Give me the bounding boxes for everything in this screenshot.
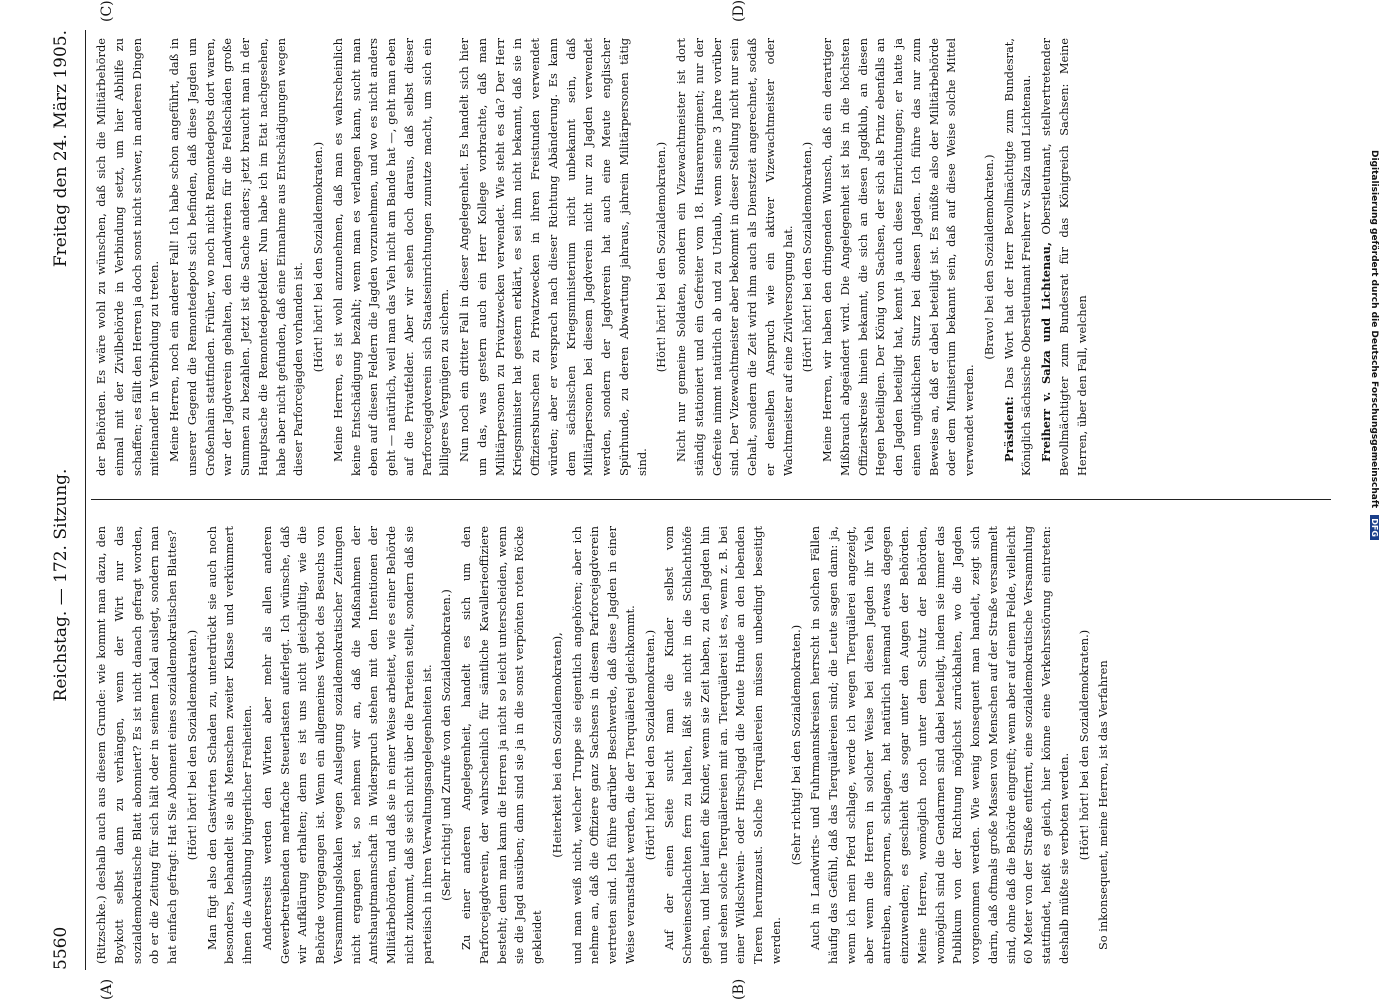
paragraph-text: und man weiß nicht, welcher Truppe sie eigentlich angehören; aber ich nehme an, daß die Offiziere ganz Sachsens in diesem Parforcejagdverein vertreten sind. Ich führe darüber Beschwerde, daß diese Jagden in einer Weise veranstaltet werden, die der Tierquälerei gleichkommt. (569, 526, 637, 964)
digitization-credit (1365, 150, 1379, 850)
interjection (310, 38, 328, 476)
page-header (41, 30, 81, 970)
right-text-column (93, 38, 1328, 476)
paragraph (1038, 38, 1091, 476)
page-number: 5560 (51, 926, 71, 970)
paragraph (1001, 38, 1037, 476)
paragraph-text: (Hört! hört! bei den Sozialdemokraten.) (654, 141, 669, 373)
paragraph-text: Nicht nur gemeine Soldaten, sondern ein Vizewachtmeister ist dort ständig stationiert und ein Gefreiter vom 18. Husarenregiment; nur der Gefreite nimmt natürlich ab und zu Urlaub, wenn seine 3 Jahre vorüber sind. Der Vizewachtmeister aber bekommt in dieser Stellung nicht nur sein Gehalt, sondern die Zeit wird ihm auch als Dienstzeit angerechnet, sodaß er denselben Anspruch wie ein aktiver Vizewachtmeister oder Wachtmeister auf eine Zivilversorgung hat. (674, 38, 795, 476)
paragraph-text: (Heiterkeit bei den Sozialdemokraten), (549, 632, 564, 858)
interjection (653, 38, 671, 476)
paragraph-text: (Hört! hört! bei den Sozialdemokraten.) (311, 141, 325, 373)
paragraph-text: Auf der einen Seite sucht man die Kinder selbst vom Schweineschlachten fern zu halten, läßt sie nicht in die Schlachthöfe gehen, und hier laufen die Kinder, wenn sie Zeit haben, zu den Jagden hin und sehen solche Tierquälereien mit an. Tierquälerei ist es, wenn z. B. bei einer Wildschwein- oder Hirschjagd die Meute Hunde an den lebenden Tieren herumzaust. Solche Tierquälereien müssen unbedingt beseitigt werden. (662, 526, 783, 964)
interjection (642, 526, 660, 964)
paragraph-text: Nun noch ein dritter Fall in dieser Angelegenheit. Es handelt sich hier um das, was gestern auch ein Herr Kollege vorbrachte, daß man Militärpersonen zu Privatzwecken verwendet. Wie steht es da? Der Herr Kriegsminister hat gestern erklärt, es sei ihm nicht bekannt, daß sie in Offiziersburschen zu Privatzwecken in ihren Freistunden verwendet würden; aber er versprach nach dieser Richtung Abänderung. Es kann dem sächsischen Kriegsministerium nicht unbekannt sein, daß Militärpersonen bei diesem Jagdverein nicht nur zu Jagden verwendet werden, sondern der Jagdverein hat auch eine Meute englischer Spürhunde, zu deren Abwartung jahraus, jahrein Militärpersonen tätig sind. (457, 38, 649, 476)
paragraph-text: Meine Herren, noch ein anderer Fall! Ich habe schon angeführt, daß in unserer Gegend die Remontedepots sich befinden, daß diese Jagden um Großenhain stattfinden. Früher, wo noch nicht Remontedepots dort waren, war der Jagdverein gehalten, den Landwirten für die Feldschäden große Summen zu bezahlen. Jetzt ist die Sache anders; jetzt braucht man in der Hauptsache die Remontedepotfelder. Nun habe ich im Etat nachgesehen, habe aber nicht gefunden, daß eine Einnahme aus Entschädigungen wegen dieser Parforcejagden vorhanden ist. (167, 38, 306, 476)
paragraph (93, 526, 182, 964)
interjection (1076, 526, 1094, 964)
digitization-credit-text: Digitalisierung gefördert durch die Deutsche Forschungsgemeinschaft (1369, 150, 1379, 509)
session-date: Freitag den 24. März 1905. (51, 30, 71, 268)
paragraph (673, 38, 797, 476)
paragraph (569, 526, 640, 964)
paragraph-text: Auch in Landwirts- und Fuhrmannskreisen herrscht in solchen Fällen häufig das Gefühl, daß das Tierquälereien sind; die Leute sagen dann: ja, wenn ich mein Pferd schlage, werde ich wegen Tierquälerei angezeigt, aber wenn die Herren in solcher Weise bei diesen Jagden ihr Vieh antreiben, anspornen, schlagen, hat natürlich niemand etwas dagegen einzuwenden; es geschieht das sogar unter den Augen der Behörden. Meine Herren, womöglich noch unter dem Schutz der Behörden, womöglich sind die Gendarmen sind dabei beteiligt, indem sie immer das Publikum von der Richtung möglichst zurückhalten, wo die Jagden vorgenommen werden. Wie wenig konsequent man handelt, zeigt sich darin, daß oftmals große Massen von Menschen auf der Straße versammelt sind, ohne daß die Behörde eingreift; wenn aber auf einem Felde, vielleicht 60 Meter von der Straße entfernt, eine sozialdemokratische Versammlung stattfindet, heißt es gleich, hier könne eine Verkehrsstörung eintreten: deshalb müßte sie verboten werden. (808, 526, 1071, 964)
paragraph (458, 526, 547, 964)
paragraph-text: Zu einer anderen Angelegenheit, handelt es sich um den Parforcejagdverein, der wahrscheinlich für sämtliche Kavallerieoffiziere besteht; denn man kann die Herren ja nicht so leicht unterscheiden, wenn sie die Jagd ausüben; dann sind sie ja in die sonst verpönten roten Röcke gekleidet (459, 526, 544, 964)
paragraph-text: Das Wort hat der Herr Bevollmächtigte zum Bundesrat, Königlich sächsische Oberstleutnant Freiherr v. Salza und Lichtenau. (1001, 38, 1034, 476)
paragraph-text: (Bravo! bei den Sozialdemokraten.) (981, 154, 996, 360)
paragraph (819, 38, 979, 476)
session-title: Reichstag. — 172. Sitzung. (51, 468, 71, 702)
paragraph (204, 526, 257, 964)
paragraph (259, 526, 437, 964)
margin-marker-c: (C) (99, 0, 115, 22)
paragraph-text: (Hört! hört! bei den Sozialdemokraten.) (800, 141, 815, 373)
paragraph-text: Oberstleutnant, stellvertretender Bevollmächtigter zum Bundesrat für das Königreich Sachsen: Meine Herren, über den Fall, welchen (1039, 38, 1089, 476)
paragraph-text: Meine Herren, es ist wohl anzunehmen, daß man es wahrscheinlich keine Entschädigung bezahlt; wenn man es verlangen kann, sucht man eben auf diesen Feldern die Jagden vorzunehmen, und wo es nicht anders geht — natürlich, weil man das Vieh nicht am Bande hat —, geht man eben auf die Privatfelder. Aber wir sehen doch daraus, daß selbst dieser Parforcejagdverein sich Staatseinrichtungen zunutze macht, um sich ein billigeres Vergnügen zu sichern. (330, 38, 452, 476)
paragraph (456, 38, 651, 476)
paragraph-text: (Sehr richtig! bei den Sozialdemokraten.) (788, 624, 803, 866)
speaker-name: Präsident: (1001, 396, 1016, 462)
interjection (799, 38, 817, 476)
paragraph-text: der Behörden. Es wäre wohl zu wünschen, daß sich die Militärbehörde einmal mit der Zivilbehörde in Verbindung setzt, um hier Abhilfe zu schaffen; es fällt den Herren ja doch sonst nicht schwer, in anderen Dingen miteinander in Verbindung zu treten. (94, 38, 162, 476)
paragraph-text: (Hört! hört! bei den Sozialdemokraten.) (1076, 629, 1091, 861)
paragraph (93, 38, 164, 476)
speaker-name: Freiherr v. Salza und Lichtenau, (1039, 242, 1053, 462)
interjection (184, 526, 202, 964)
paragraph-text: (Hört! hört! bei den Sozialdemokraten.) (642, 629, 657, 861)
paragraph (807, 526, 1073, 964)
paragraph-text: So inkonsequent, meine Herren, ist das Verfahren (1096, 660, 1111, 950)
paragraph (661, 526, 785, 964)
interjection (549, 526, 567, 964)
paragraph-text: Meine Herren, wir haben den dringenden Wunsch, daß ein derartiger Mißbrauch abgeändert wird. Die Angelegenheit ist bis in die höchsten Offizierskreise hinein bekannt, die sich an diesen Jagdklub, an diesen Hegen beteiligen. Der König von Sachsen, der sich als Prinz ebenfalls an den Jagden beteiligt hat, kennt ja auch diese Einrichtungen; er hatte ja einen unglücklichen Sturz bei diesen Jagden. Ich führe das nur zum Beweise an, daß er dabei beteiligt ist. Es müßte also der Militärbehörde oder dem Ministerium bekannt sein, daß auf diese Weise solche Mittel verwendet werden. (820, 38, 976, 476)
paragraph-text: (Ritzschke.) deshalb auch aus diesem Grunde: wie kommt man dazu, den Boykott selbst dann zu verhängen, wenn der Wirt nur das sozialdemokratische Blatt abonniert? Es ist nicht danach gefragt worden, ob er die Zeitung für sich hält oder in seinem Lokal auslegt, sondern man hat einfach gefragt: Hat Sie Abonnent eines sozialdemokratischen Blattes? (94, 526, 179, 964)
paragraph (166, 38, 308, 476)
header-rule (85, 30, 86, 970)
margin-marker-d: (D) (731, 0, 747, 22)
column-divider (91, 499, 1331, 500)
paragraph (1095, 526, 1113, 964)
paragraph-text: (Hört! hört! bei den Sozialdemokraten.) (184, 629, 199, 861)
interjection (788, 526, 806, 964)
margin-marker-b: (B) (731, 978, 747, 1000)
margin-marker-a: (A) (99, 978, 115, 1000)
interjection (438, 526, 456, 964)
paragraph-text: Andererseits werden den Wirten aber mehr als allen anderen Gewerbetreibenden mehrfache Steuerlasten auferlegt. Ich wünsche, daß wir Aufklärung erhalten; denn es ist uns nicht gleichgültig, wie die Behörde vorgegangen ist. Wenn ein allgemeines Verbot des Besuchs von Versammlungslokalen wegen Auslegung sozialdemokratischer Zeitungen nicht ergangen ist, so nehmen wir an, daß die Maßnahmen der Amtshauptmannschaft in Widerspruch stehen mit den Intentionen der Militärbehörden, und daß sie in einer Weise arbeitet, wie es einer Behörde nicht zukommt, daß sie sich nicht über die Parteien stellt, sondern daß sie parteiisch in ihren Verwaltungsangelegenheiten ist. (259, 526, 434, 964)
interjection (981, 38, 999, 476)
paragraph-text: Man fügt also den Gastwirten Schaden zu, unterdrückt sie auch noch besonders, behandelt sie als Menschen zweiter Klasse und verkümmert ihnen die Ausübung bürgerlicher Freiheiten. (204, 526, 254, 964)
dfg-logo: DFG (1370, 515, 1379, 540)
paragraph-text: (Sehr richtig! und Zurufe von den Sozialdemokraten.) (439, 589, 454, 901)
left-text-column (93, 526, 1328, 964)
paragraph (330, 38, 454, 476)
rotated-protocol-page (41, 0, 1341, 1000)
